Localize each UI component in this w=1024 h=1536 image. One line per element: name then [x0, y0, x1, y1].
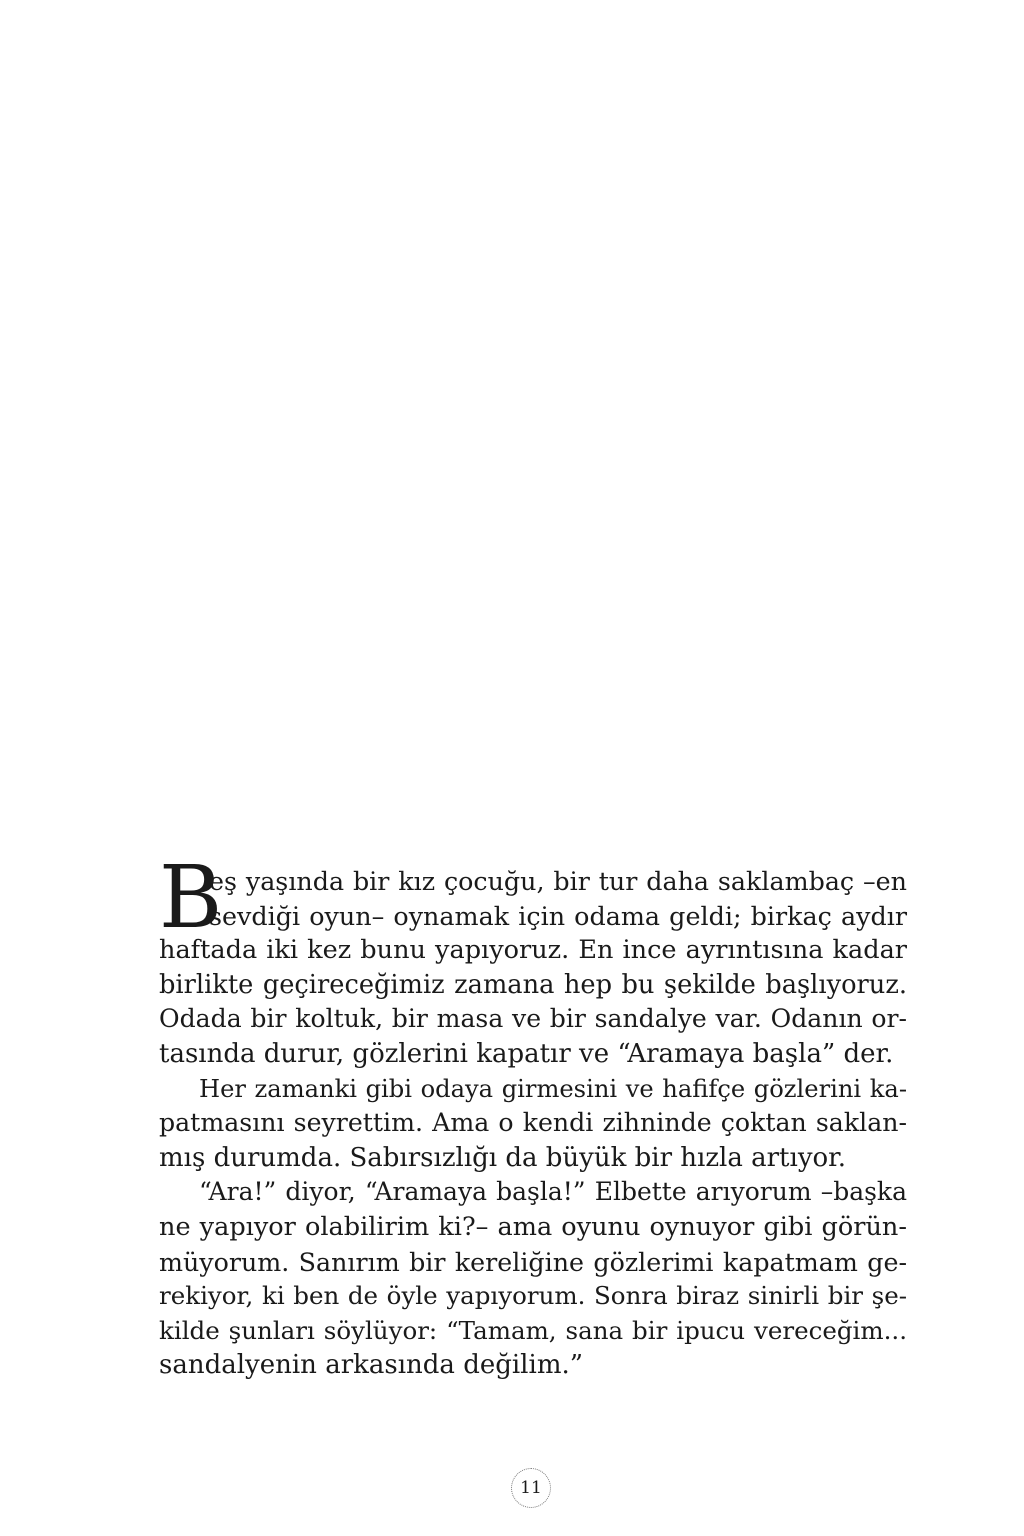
text-line-14: kilde şunları söylüyor: “Tamam, sana bir ipucu vereceğim... — [159, 1315, 907, 1345]
text-line-10: “Ara!” diyor, “Aramaya başla!” Elbette arıyorum –başka — [199, 1177, 907, 1207]
page-number: 11 — [511, 1468, 551, 1508]
text-line-6: tasında durur, gözlerini kapatır ve “Aramaya başla” der. — [159, 1038, 894, 1069]
body-text — [159, 848, 907, 1383]
text-line-9: mış durumda. Sabırsızlığı da büyük bir hızla artıyor. — [159, 1142, 846, 1173]
text-line-3: haftada iki kez bunu yapıyoruz. En ince ayrıntısına kadar — [159, 935, 907, 966]
text-line-11: ne yapıyor olabilirim ki?– ama oyunu oynuyor gibi görün- — [159, 1211, 907, 1242]
text-line-13: rekiyor, ki ben de öyle yapıyorum. Sonra biraz sinirli bir şe- — [159, 1281, 907, 1311]
text-line-7: Her zamanki gibi odaya girmesini ve hafifçe gözlerini ka- — [199, 1074, 907, 1103]
text-line-5: Odada bir koltuk, bir masa ve bir sandalye var. Odanın or- — [159, 1004, 907, 1034]
drop-cap: B — [159, 848, 223, 948]
text-line-8: patmasını seyrettim. Ama o kendi zihninde çoktan saklan- — [159, 1108, 907, 1138]
text-line-2: sevdiği oyun– oynamak için odama geldi; birkaç aydır — [209, 900, 907, 931]
text-line-12: müyorum. Sanırım bir kereliğine gözlerimi kapatmam ge- — [159, 1246, 907, 1277]
text-line-1: eş yaşında bir kız çocuğu, bir tur daha saklambaç –en — [209, 866, 907, 896]
text-line-4: birlikte geçireceğimiz zamana hep bu şekilde başlıyoruz. — [159, 969, 907, 1000]
text-line-15: sandalyenin arkasında değilim.” — [159, 1350, 584, 1381]
